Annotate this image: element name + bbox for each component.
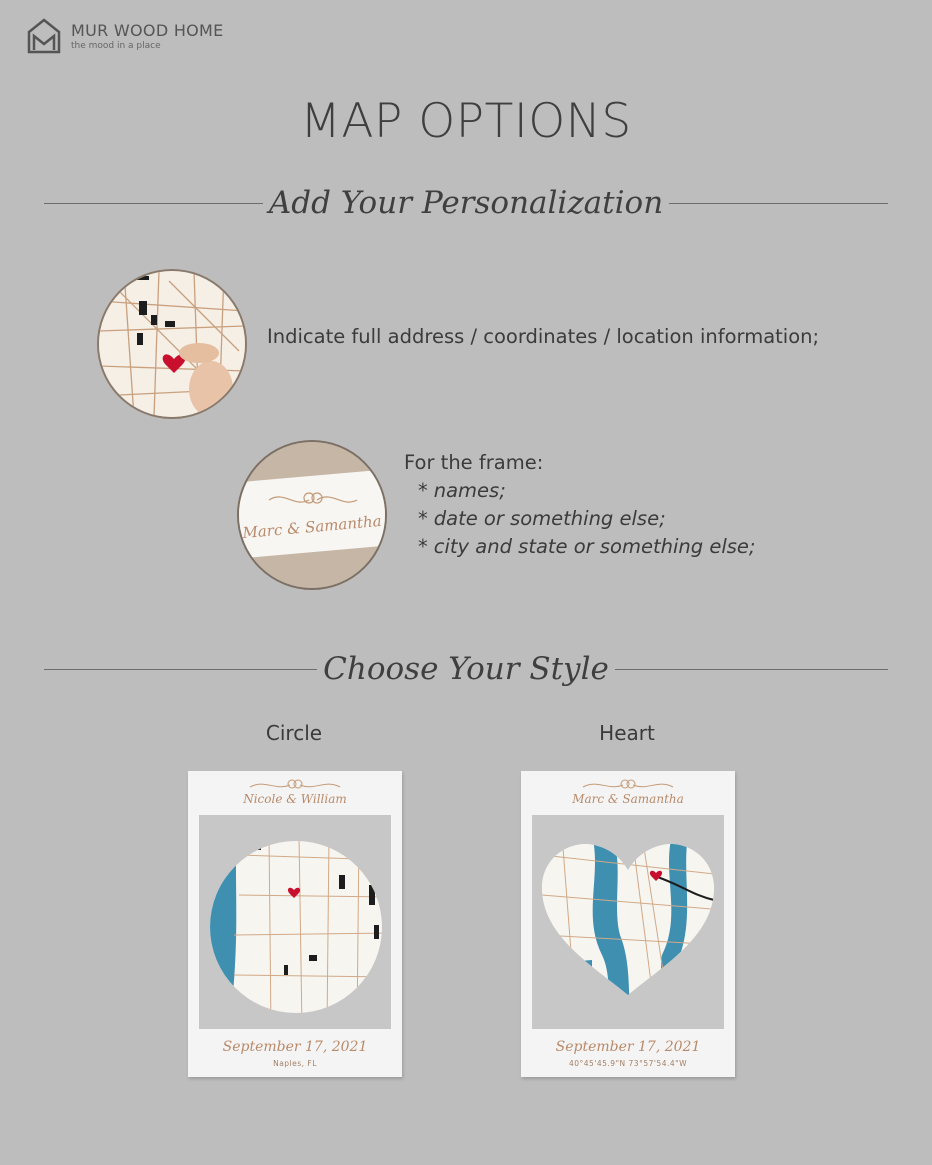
list-item: * date or something else; xyxy=(418,507,666,530)
circle-map-product[interactable] xyxy=(188,771,402,1077)
brand-name: MUR WOOD HOME xyxy=(71,21,224,40)
circle-date: September 17, 2021 xyxy=(222,1039,368,1055)
list-item: * city and state or something else; xyxy=(418,535,756,558)
divider xyxy=(44,203,263,204)
map-pin-thumbnail xyxy=(97,269,247,419)
divider xyxy=(669,203,888,204)
list-item: * names; xyxy=(418,479,506,502)
heart-names: Marc & Samantha xyxy=(572,792,684,806)
map-window xyxy=(199,815,391,1029)
personalization-section-header xyxy=(44,185,888,221)
address-instruction: Indicate full address / coordinates / location information; xyxy=(267,325,820,348)
heart-coordinates: 40°45'45.9"N 73°57'54.4"W xyxy=(568,1059,687,1068)
sample-names: Marc & Samantha xyxy=(241,511,383,543)
circle-location: Naples, FL xyxy=(273,1059,317,1068)
style-heading: Choose Your Style xyxy=(323,651,609,687)
brand-logo xyxy=(26,16,224,56)
circle-style-label: Circle xyxy=(265,721,323,745)
frame-heading: For the frame: xyxy=(404,451,544,474)
rings-ornament-icon xyxy=(578,775,678,793)
rings-ornament-icon xyxy=(245,775,345,793)
heart-date: September 17, 2021 xyxy=(555,1039,701,1055)
personalization-heading: Add Your Personalization xyxy=(268,185,664,221)
divider xyxy=(615,669,888,670)
style-section-header xyxy=(44,651,888,687)
brand-tagline: the mood in a place xyxy=(71,41,161,51)
house-logo-icon xyxy=(26,16,62,56)
divider xyxy=(44,669,317,670)
heart-map-product[interactable] xyxy=(521,771,735,1077)
map-window xyxy=(532,815,724,1029)
frame-instructions xyxy=(404,449,755,561)
frame-label-thumbnail xyxy=(237,440,387,590)
circle-names: Nicole & William xyxy=(243,792,347,806)
page-title: MAP OPTIONS xyxy=(300,94,632,149)
heart-style-label: Heart xyxy=(599,721,655,745)
